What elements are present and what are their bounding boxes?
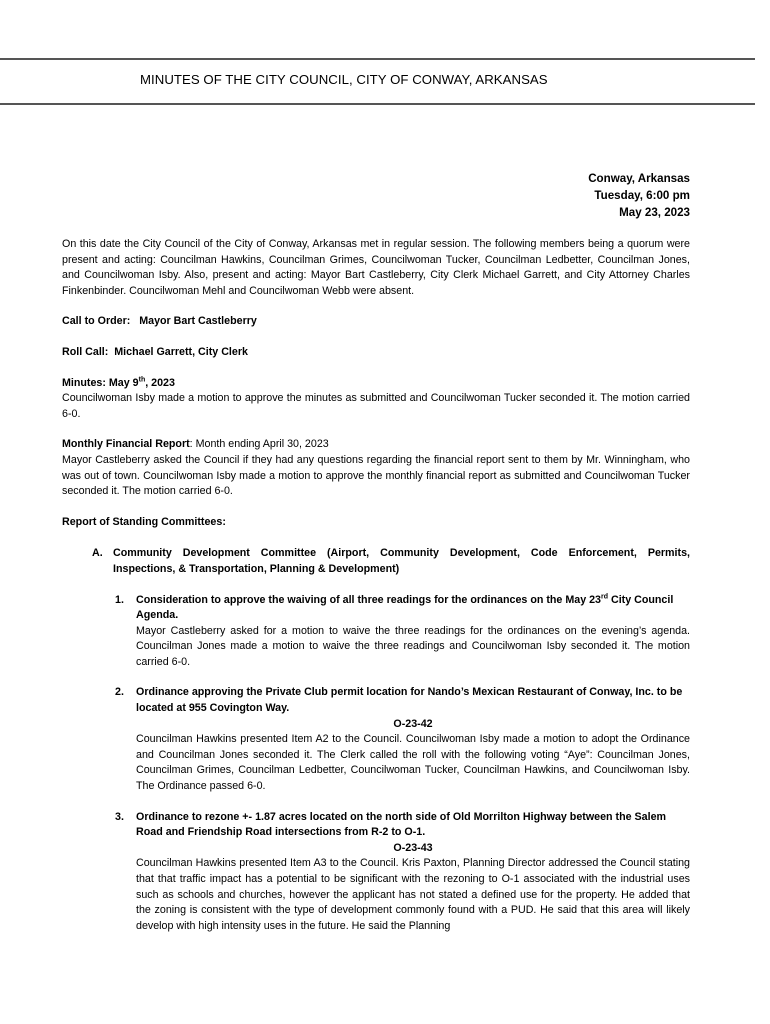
minutes-label: Minutes: May 9	[62, 376, 139, 389]
page-header-band	[0, 58, 755, 105]
agenda-item-number: 2.	[115, 686, 124, 699]
agenda-item-title: Ordinance to rezone +- 1.87 acres located on the north side of Old Morrilton Highway between the Salem Road and Friendship Road intersections from R-2 to O-1.	[136, 810, 667, 839]
meeting-date: May 23, 2023	[619, 206, 690, 219]
agenda-item-title	[136, 593, 690, 624]
meeting-day-time: Tuesday, 6:00 pm	[594, 189, 690, 202]
committee-a-title: Community Development Committee (Airport, Community Development, Code Enforcement, Permits, Inspections, & Transportation, Planning & Development)	[113, 547, 690, 575]
financial-label-tail: : Month ending April 30, 2023	[189, 438, 329, 451]
minutes-body	[62, 237, 690, 934]
intro-paragraph: On this date the City Council of the City of Conway, Arkansas met in regular session. The following members being a quorum were present and acting: Councilman Hawkins, Councilman Grimes, Councilwoman Tucker, Councilman Ledbetter, Councilman Jones, and Councilwoman Isby. Also, present and acting: Mayor Bart Castleberry, City Clerk Michael Garrett, and City Attorney Charles Finkenbinder. Councilwoman Mehl and Councilwoman Webb were absent.	[62, 238, 690, 297]
agenda-item	[115, 810, 690, 935]
roll-call	[62, 345, 690, 361]
agenda-item-title-tail: City Council Agenda.	[136, 593, 674, 622]
agenda-item-number: 1.	[115, 593, 124, 606]
standing-committees-heading: Report of Standing Committees:	[62, 515, 226, 528]
agenda-item-number: 3.	[115, 810, 124, 823]
call-to-order-value: Mayor Bart Castleberry	[139, 315, 257, 328]
agenda-item-body: Councilman Hawkins presented Item A3 to the Council. Kris Paxton, Planning Director addressed the Council stating that that traffic impact has a potential to be significant with the rezoning to O-1 associated with the industrial uses such as schools and churches, however the applicant has not stated a defined use for the property. He added that the zoning is consistent with the type of development commonly found with a PUD. He said that this area will likely develop with high intensity uses in the future. He said the Planning	[136, 857, 690, 932]
ordinance-number: O-23-43	[393, 841, 433, 854]
financial-label: Monthly Financial Report	[62, 438, 190, 451]
committee-a	[92, 546, 690, 577]
agenda-item	[115, 593, 690, 671]
roll-call-label: Roll Call:	[62, 345, 109, 358]
committee-a-letter: A.	[92, 547, 103, 560]
financial-section	[62, 437, 690, 499]
date-block	[588, 170, 690, 221]
minutes-section	[62, 376, 690, 423]
agenda-item-title-text: Consideration to approve the waiving of all three readings for the ordinances on the May 23	[136, 593, 601, 606]
agenda-item-body: Mayor Castleberry asked for a motion to waive the three readings for the ordinances on the evening’s agenda. Councilman Jones made a motion to waive the three readings and Councilwoman Isby seconded it. The motion carried 6-0.	[136, 624, 690, 668]
agenda-item	[115, 685, 690, 794]
agenda-item-title-sup: rd	[601, 592, 608, 600]
meeting-place: Conway, Arkansas	[588, 172, 690, 185]
agenda-item-body: Councilman Hawkins presented Item A2 to the Council. Councilwoman Isby made a motion to adopt the Ordinance and Councilman Jones seconded it. The Clerk called the roll with the following voting “Aye”: Councilman Jones, Councilman Grimes, Councilman Ledbetter, Councilwoman Tucker, Councilman Hawkins, and Councilwoman Isby. The Ordinance passed 6-0.	[136, 733, 690, 793]
ordinance-number: O-23-42	[393, 717, 433, 730]
call-to-order	[62, 314, 690, 330]
document-title: MINUTES OF THE CITY COUNCIL, CITY OF CONWAY, ARKANSAS	[140, 72, 548, 87]
minutes-text: Councilwoman Isby made a motion to approve the minutes as submitted and Councilwoman Tucker seconded it. The motion carried 6-0.	[62, 392, 690, 420]
financial-heading	[62, 437, 690, 453]
minutes-heading	[62, 376, 690, 392]
minutes-label-tail: , 2023	[145, 376, 175, 389]
agenda-item-title: Ordinance approving the Private Club permit location for Nando’s Mexican Restaurant of Conway, Inc. to be located at 955 Covington Way.	[136, 686, 683, 715]
roll-call-value: Michael Garrett, City Clerk	[114, 345, 248, 358]
minutes-sup: th	[138, 376, 146, 383]
financial-text: Mayor Castleberry asked the Council if they had any questions regarding the financial report sent to them by Mr. Winningham, who was out of town. Councilwoman Isby made a motion to approve the monthly financial report as submitted and Councilwoman Tucker seconded it. The motion carried 6-0.	[62, 453, 690, 498]
call-to-order-label: Call to Order:	[62, 315, 131, 328]
